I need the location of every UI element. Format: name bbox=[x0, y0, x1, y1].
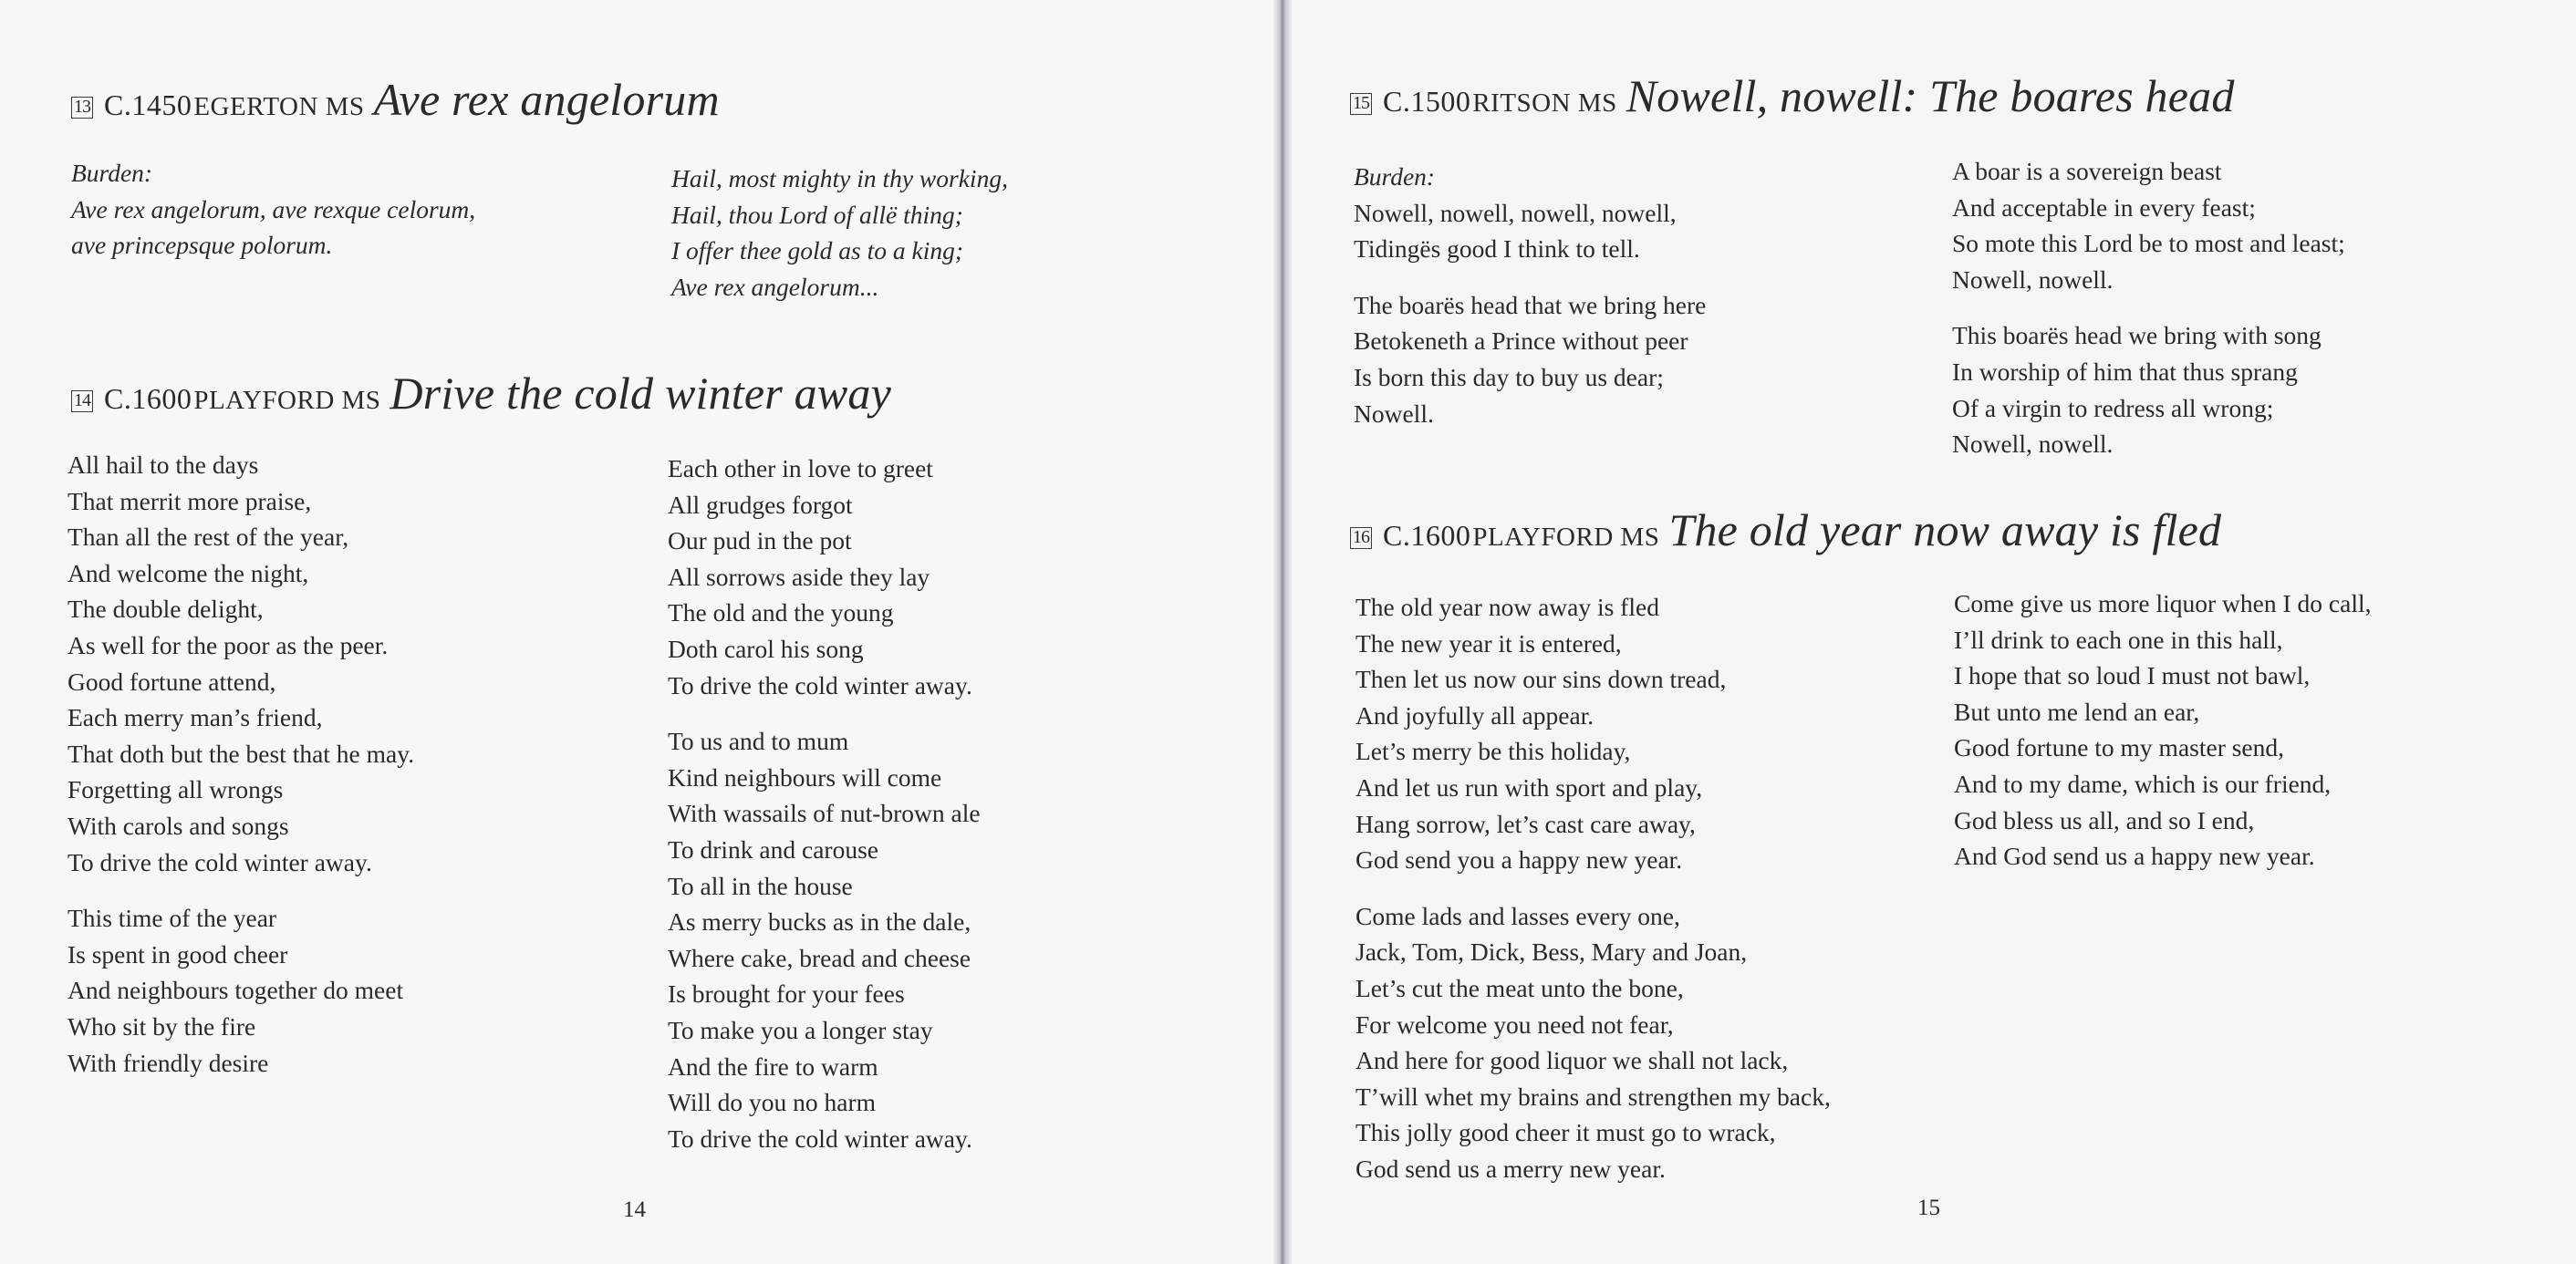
track-number-box: 16 bbox=[1350, 527, 1372, 549]
lyric-line: Good fortune to my master send, bbox=[1954, 733, 2285, 762]
lyric-line: Each merry man’s friend, bbox=[68, 703, 323, 732]
lyric-line: To us and to mum bbox=[668, 727, 849, 756]
song-title: Ave rex angelorum bbox=[373, 74, 720, 125]
lyric-line: Burden: bbox=[1354, 162, 1436, 191]
lyric-line: Is born this day to buy us dear; bbox=[1354, 362, 1664, 391]
manuscript-name: EGERTON MS bbox=[193, 92, 365, 121]
stanza bbox=[1356, 589, 1831, 878]
stanza bbox=[1952, 153, 2345, 297]
stanza bbox=[668, 451, 981, 703]
lyric-line: This time of the year bbox=[68, 904, 277, 933]
lyrics-column-1 bbox=[1356, 589, 1831, 1207]
lyric-line: Let’s cut the meat unto the bone, bbox=[1356, 973, 1684, 1002]
song-15 bbox=[1350, 69, 2554, 471]
lyric-line: For welcome you need not fear, bbox=[1356, 1010, 1674, 1039]
stanza bbox=[1954, 585, 2371, 875]
lyrics-column-2 bbox=[668, 451, 981, 1176]
lyric-line: Tidingës good I think to tell. bbox=[1354, 234, 1640, 264]
lyric-line: Good fortune attend, bbox=[68, 667, 276, 696]
lyric-line: And welcome the night, bbox=[68, 558, 309, 587]
lyric-line: All hail to the days bbox=[68, 451, 259, 479]
lyric-line: And joyfully all appear. bbox=[1356, 700, 1594, 730]
lyric-line: I offer thee gold as to a king; bbox=[671, 236, 964, 265]
lyric-line: With wassails of nut-brown ale bbox=[668, 799, 981, 828]
lyric-line: Burden: bbox=[71, 159, 153, 187]
lyric-line: And the fire to warm bbox=[668, 1052, 878, 1081]
stanza bbox=[1356, 898, 1831, 1187]
song-heading bbox=[1350, 69, 2554, 122]
lyric-line: That merrit more praise, bbox=[68, 486, 312, 515]
song-title: Nowell, nowell: The boares head bbox=[1626, 70, 2235, 121]
stanza bbox=[71, 155, 475, 264]
track-number-box: 15 bbox=[1350, 93, 1372, 115]
lyric-line: The boarës head that we bring here bbox=[1354, 290, 1707, 319]
page-number-left: 14 bbox=[623, 1197, 646, 1222]
lyric-line: T’will whet my brains and strengthen my back, bbox=[1356, 1082, 1831, 1111]
lyric-line: And neighbours together do meet bbox=[68, 976, 404, 1005]
lyrics-column-1 bbox=[71, 155, 475, 284]
lyric-line: God send you a happy new year. bbox=[1356, 845, 1683, 875]
lyric-line: With carols and songs bbox=[68, 811, 289, 840]
lyric-line: To all in the house bbox=[668, 871, 853, 900]
lyric-line: In worship of him that thus sprang bbox=[1952, 357, 2298, 386]
lyric-line: Is spent in good cheer bbox=[68, 939, 288, 969]
stanza bbox=[68, 447, 414, 880]
lyric-line: Ave rex angelorum, ave rexque celorum, bbox=[71, 194, 476, 223]
lyric-line: Nowell, nowell, nowell, nowell, bbox=[1354, 198, 1677, 227]
lyric-line: As merry bucks as in the dale, bbox=[668, 907, 971, 937]
manuscript-name: PLAYFORD MS bbox=[193, 386, 381, 415]
lyric-line: Nowell, nowell. bbox=[1952, 430, 2114, 459]
lyric-line: The double delight, bbox=[68, 595, 264, 624]
song-heading bbox=[71, 73, 1257, 126]
song-title: The old year now away is fled bbox=[1668, 504, 2222, 555]
song-title: Drive the cold winter away bbox=[390, 368, 891, 419]
lyric-line: Nowell, nowell. bbox=[1952, 264, 2114, 294]
lyric-line: The old year now away is fled bbox=[1356, 593, 1659, 621]
lyric-line: Come give us more liquor when I do call, bbox=[1954, 589, 2372, 617]
manuscript-name: RITSON MS bbox=[1472, 88, 1617, 118]
stanza bbox=[1354, 287, 1706, 431]
lyric-line: Our pud in the pot bbox=[668, 526, 852, 555]
track-number-box: 13 bbox=[71, 97, 93, 119]
lyric-line: The old and the young bbox=[668, 598, 894, 627]
lyric-line: Doth carol his song bbox=[668, 634, 864, 663]
lyric-line: Ave rex angelorum... bbox=[671, 272, 879, 301]
lyric-line: Hail, thou Lord of allë thing; bbox=[671, 200, 963, 229]
stanza bbox=[1354, 159, 1706, 267]
lyric-line: To drink and carouse bbox=[668, 834, 878, 864]
lyric-line: And acceptable in every feast; bbox=[1952, 192, 2256, 222]
song-heading bbox=[71, 367, 1257, 420]
song-date: C.1600 bbox=[1383, 519, 1471, 552]
lyrics-column-2 bbox=[1952, 153, 2345, 482]
lyric-line: Betokeneth a Prince without peer bbox=[1354, 326, 1688, 356]
lyric-line: Jack, Tom, Dick, Bess, Mary and Joan, bbox=[1356, 938, 1748, 967]
song-heading bbox=[1350, 503, 2554, 556]
lyric-line: Hang sorrow, let’s cast care away, bbox=[1356, 809, 1696, 838]
song-14 bbox=[68, 367, 1257, 1187]
lyric-line: A boar is a sovereign beast bbox=[1952, 157, 2222, 185]
lyric-line: With friendly desire bbox=[68, 1048, 269, 1077]
lyrics-column-1 bbox=[1354, 159, 1706, 451]
lyric-line: Is brought for your fees bbox=[668, 979, 905, 1009]
lyric-line: And let us run with sport and play, bbox=[1356, 772, 1703, 802]
stanza bbox=[671, 161, 1008, 305]
page-gutter bbox=[1273, 0, 1292, 1264]
lyric-line: This jolly good cheer it must go to wrack, bbox=[1356, 1118, 1776, 1147]
lyric-line: Then let us now our sins down tread, bbox=[1356, 665, 1727, 694]
lyric-line: So mote this Lord be to most and least; bbox=[1952, 229, 2345, 258]
lyric-line: As well for the poor as the peer. bbox=[68, 630, 389, 659]
lyric-line: Each other in love to greet bbox=[668, 454, 933, 482]
lyric-line: And to my dame, which is our friend, bbox=[1954, 769, 2332, 798]
lyric-line: Nowell. bbox=[1354, 399, 1434, 428]
page-number-right: 15 bbox=[1917, 1196, 1940, 1220]
lyric-line: But unto me lend an ear, bbox=[1954, 697, 2200, 726]
lyrics-column-2 bbox=[1954, 585, 2371, 895]
lyric-line: God bless us all, and so I end, bbox=[1954, 805, 2255, 834]
lyric-line: Come lads and lasses every one, bbox=[1356, 901, 1680, 930]
lyric-line: Kind neighbours will come bbox=[668, 762, 942, 792]
lyrics-column-2 bbox=[671, 161, 1008, 325]
lyric-line: I’ll drink to each one in this hall, bbox=[1954, 625, 2283, 654]
lyric-line: To drive the cold winter away. bbox=[668, 670, 972, 699]
lyrics-column-1 bbox=[68, 447, 414, 1101]
lyric-line: That doth but the best that he may. bbox=[68, 739, 415, 768]
song-16 bbox=[1350, 503, 2554, 1197]
lyric-line: I hope that so loud I must not bawl, bbox=[1954, 661, 2311, 690]
lyric-line: God send us a merry new year. bbox=[1356, 1154, 1666, 1183]
lyric-line: ave princepsque polorum. bbox=[71, 231, 333, 260]
lyric-line: Hail, most mighty in thy working, bbox=[671, 164, 1008, 192]
lyric-line: Let’s merry be this holiday, bbox=[1356, 737, 1631, 766]
lyric-line: To drive the cold winter away. bbox=[68, 847, 372, 876]
lyric-line: This boarës head we bring with song bbox=[1952, 321, 2322, 350]
lyric-line: Than all the rest of the year, bbox=[68, 523, 349, 552]
lyric-line: Who sit by the fire bbox=[68, 1011, 256, 1041]
lyric-line: The new year it is entered, bbox=[1356, 628, 1622, 658]
song-13 bbox=[71, 73, 1257, 310]
lyric-line: Of a virgin to redress all wrong; bbox=[1952, 393, 2274, 422]
lyric-line: And God send us a happy new year. bbox=[1954, 842, 2315, 871]
song-date: C.1600 bbox=[104, 382, 192, 415]
stanza bbox=[68, 900, 414, 1081]
lyric-line: All grudges forgot bbox=[668, 490, 853, 519]
lyric-line: To drive the cold winter away. bbox=[668, 1124, 972, 1153]
stanza bbox=[1952, 317, 2345, 461]
lyric-line: Forgetting all wrongs bbox=[68, 775, 284, 804]
lyric-line: All sorrows aside they lay bbox=[668, 562, 930, 591]
lyric-line: Where cake, bread and cheese bbox=[668, 943, 971, 972]
stanza bbox=[668, 723, 981, 1156]
lyric-line: And here for good liquor we shall not lack, bbox=[1356, 1046, 1789, 1075]
manuscript-name: PLAYFORD MS bbox=[1472, 523, 1660, 552]
track-number-box: 14 bbox=[71, 390, 93, 412]
lyric-line: To make you a longer stay bbox=[668, 1015, 933, 1044]
lyric-line: Will do you no harm bbox=[668, 1088, 877, 1117]
song-date: C.1450 bbox=[104, 88, 192, 121]
song-date: C.1500 bbox=[1383, 85, 1471, 118]
